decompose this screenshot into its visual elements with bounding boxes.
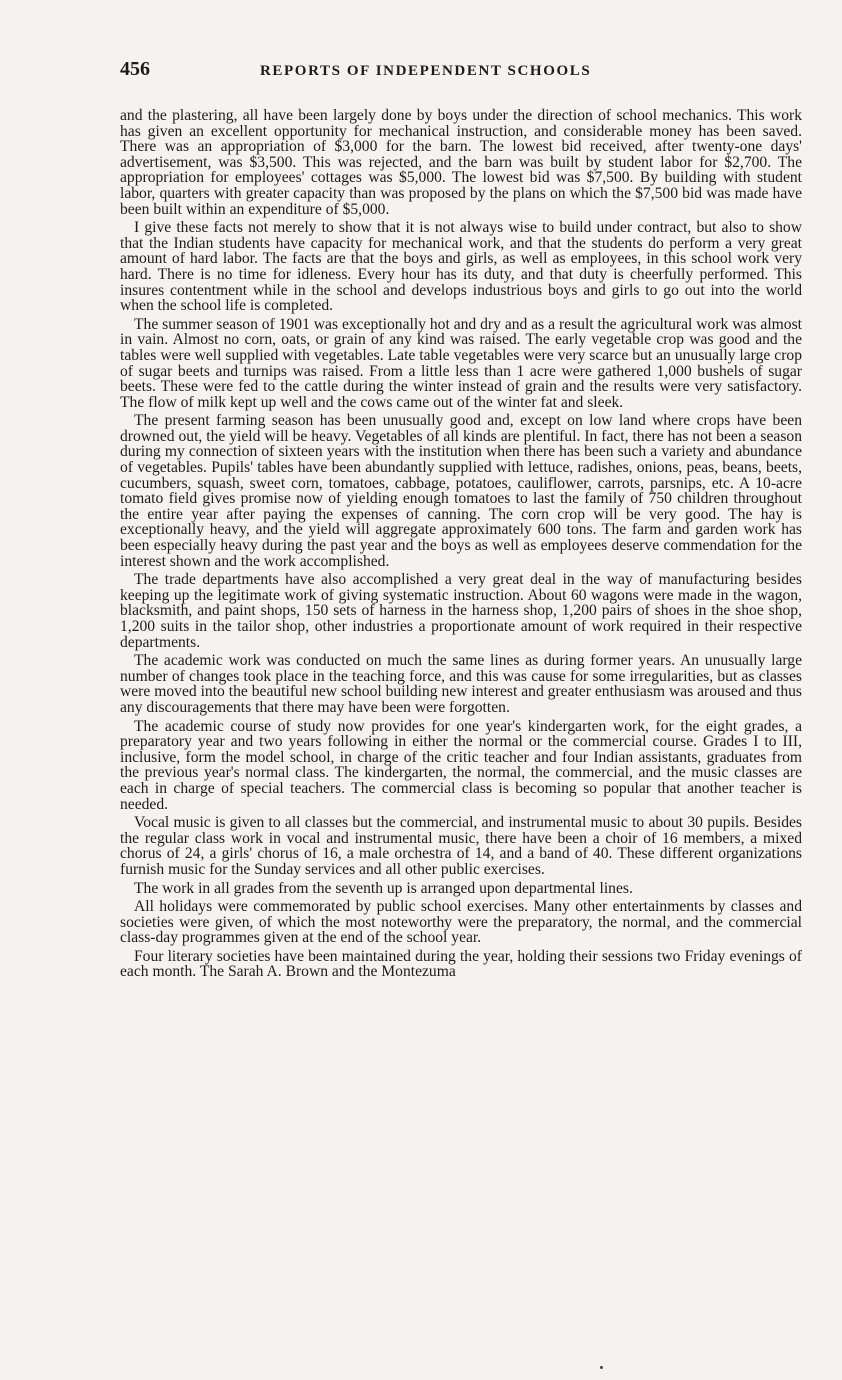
paragraph-4: The present farming season has been unusually good and, except on low land where crops have been drowned out, the yield will be heavy. Vegetables of all kinds are plentiful. In fact, there has not been a season during my connection of sixteen years with the institution when there has been such a variety and abundance of vegetables. Pupils' tables have been abundantly supplied with lettuce, radishes, onions, peas, beans, beets, cucumbers, squash, sweet corn, tomatoes, cabbage, potatoes, cauliflower, carrots, parsnips, etc. A 10-acre tomato field gives promise now of yielding enough tomatoes to last the family of 750 children throughout the entire year after paying the expenses of canning. The corn crop will be very good. The hay is exceptionally heavy, and the yield will aggregate approximately 600 tons. The farm and garden work has been especially heavy during the past year and the boys as well as employees deserve commendation for the interest shown and the work accomplished. [120, 412, 802, 570]
paragraph-11: Four literary societies have been maintained during the year, holding their sessions two Friday evenings of each month. The Sarah A. Brown and the Montezuma [120, 947, 802, 981]
paragraph-2: I give these facts not merely to show that it is not always wise to build under contract, but also to show that the Indian students have capacity for mechanical work, and that the students do perform a very great amount of hard labor. The facts are that the boys and girls, as well as employees, in this school work very hard. There is no time for idleness. Every hour has its duty, and that duty is cheerfully performed. This insures contentment while in the school and develops industrious boys and girls to go out into the world when the school life is completed. [120, 219, 802, 315]
page-number: 456 [120, 58, 150, 80]
paragraph-3: The summer season of 1901 was exceptionally hot and dry and as a result the agricultural work was almost in vain. Almost no corn, oats, or grain of any kind was raised. The early vegetable crop was good and the tables were well supplied with vegetables. Late table vegetables were very scarce but an unusually large crop of sugar beets and turnips was raised. From a little less than 1 acre were gathered 1,000 bushels of sugar beets. These were fed to the cattle during the winter instead of grain and the results were very satisfactory. The flow of milk kept up well and the cows came out of the winter fat and sleek. [120, 315, 802, 411]
page-header [120, 58, 802, 94]
paragraph-8: Vocal music is given to all classes but the commercial, and instrumental music to about 30 pupils. Besides the regular class work in vocal and instrumental music, there have been a choir of 16 members, a mixed chorus of 24, a girls' chorus of 16, a male orchestra of 14, and a band of 40. These different organizations furnish music for the Sunday services and all other public exercises. [120, 814, 802, 878]
paragraph-10: All holidays were commemorated by public school exercises. Many other entertainments by classes and societies were given, of which the most noteworthy were the preparatory, the normal, and the commercial class-day programmes given at the end of the school year. [120, 898, 802, 947]
scan-speck [600, 1366, 603, 1369]
paragraph-9: The work in all grades from the seventh up is arranged upon departmental lines. [134, 879, 633, 897]
paragraph-5: The trade departments have also accomplished a very great deal in the way of manufacturing besides keeping up the legitimate work of giving systematic instruction. About 60 wagons were made in the wagon, blacksmith, and paint shops, 150 sets of harness in the harness shop, 1,200 pairs of shoes in the shoe shop, 1,200 suits in the tailor shop, other industries a proportionate amount of work required in their respective departments. [120, 571, 802, 651]
paragraph-1: and the plastering, all have been largely done by boys under the direction of school mechanics. This work has given an excellent opportunity for mechanical instruction, and considerable money has been saved. There was an appropriation of $3,000 for the barn. The lowest bid received, after twenty-one days' advertisement, was $3,500. This was rejected, and the barn was built by student labor for $2,700. The appropriation for employees' cottages was $5,000. The lowest bid was $7,500. By building with student labor, quarters with greater capacity than was proposed by the plans on which the $7,500 bid was made have been built within an expenditure of $5,000. [120, 107, 802, 218]
paragraph-7: The academic course of study now provides for one year's kindergarten work, for the eight grades, a preparatory year and two years following in either the normal or the commercial course. Grades I to III, inclusive, form the model school, in charge of the critic teacher and four Indian assistants, graduates from the previous year's normal class. The kindergarten, the normal, the commercial, and the music classes are each in charge of special teachers. The commercial class is becoming so popular that another teacher is needed. [120, 717, 802, 813]
paragraph-6: The academic work was conducted on much the same lines as during former years. An unusually large number of changes took place in the teaching force, and this was cause for some irregularities, but as classes were moved into the beautiful new school building new interest and greater enthusiasm was aroused and thus any discouragements that there may have been were forgotten. [120, 652, 802, 716]
body-text [120, 108, 802, 980]
running-head: REPORTS OF INDEPENDENT SCHOOLS [260, 63, 592, 79]
